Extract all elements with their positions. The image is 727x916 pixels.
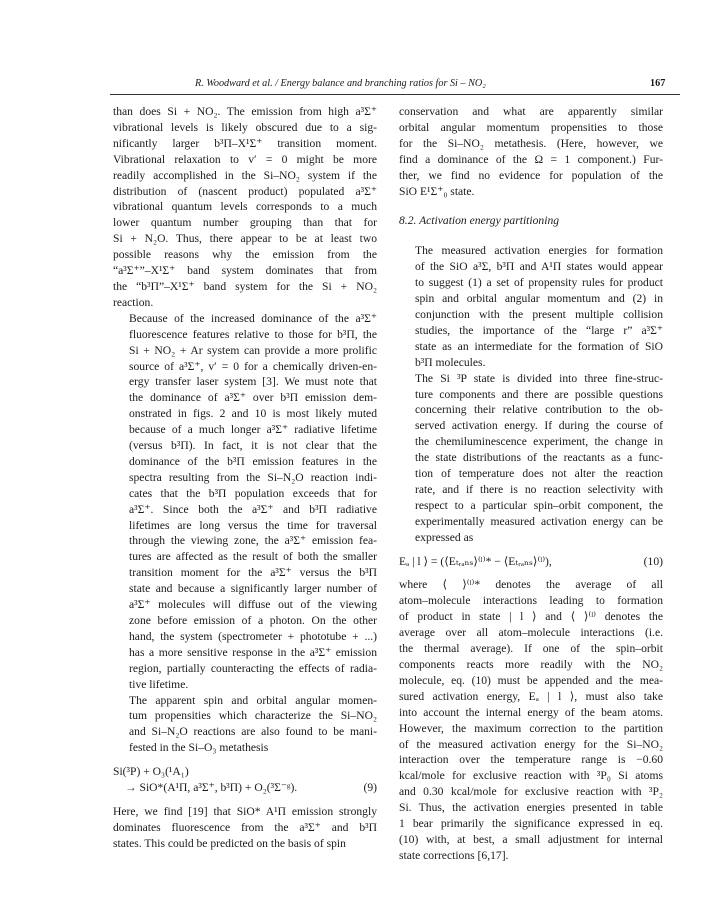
text-line: of the measured activation energy for the Si–NO₂	[399, 737, 663, 751]
text-line: the thermal average). If one of the spin–orbit	[399, 642, 663, 656]
text-line: Si + N₂O. Thus, there appear to be at least two	[113, 232, 377, 246]
text-line: ther, we find no evidence for population of the	[399, 168, 663, 182]
text-line: spectra resulting from the Si–N₂O reaction indi-	[129, 470, 377, 484]
text-line: hand, the system (spectrometer + phototube + ...)	[129, 629, 377, 643]
text-line: conservation and what are apparently similar	[399, 105, 663, 118]
running-head-text: R. Woodward et al. / Energy balance and branching ratios for Si – NO₂	[195, 78, 486, 89]
text-line: of product in state | l ⟩ and ⟨ ⟩⁽ˡ⁾ denotes the	[399, 610, 663, 624]
text-line: and 0.30 kcal/mole for exclusive reaction with ³P₂	[399, 785, 663, 799]
text-line: the state distributions of the reactants as a func-	[415, 451, 663, 465]
text-line: of the SiO a³Σ, b³Π and A¹Π states would appear	[415, 260, 663, 274]
text-line: Here, we find [19] that SiO* A¹Π emission strongly	[113, 804, 377, 818]
text-line: expressed as	[415, 530, 474, 544]
text-line: sured activation energy, Eₐ | l ⟩, must also take	[399, 689, 663, 703]
text-line: transition moment for the a³Σ⁺ versus the b³Π	[129, 566, 377, 580]
section-heading: 8.2. Activation energy partitioning	[399, 214, 560, 228]
text-line: find a dominance of the Ω = 1 component.) Fur-	[399, 152, 663, 166]
text-line: studies, the importance of the “large r” a³Σ⁺	[415, 323, 663, 337]
text-line: state as an intermediate for the formation of SiO	[415, 339, 663, 353]
text-line: has a more sensitive response in the a³Σ⁺ emission	[129, 645, 377, 659]
text-line: respect to a particular spin–orbit component, the	[415, 498, 663, 512]
text-line: a³Σ⁺ molecules will diffuse out of the viewing	[129, 598, 377, 612]
text-line: to suggest (1) a set of propensity rules for product	[415, 276, 663, 290]
equation-9-line-2: → SiO*(A¹Π, a³Σ⁺, b³Π) + O₂(³Σ⁻ᵍ).	[125, 781, 298, 795]
text-line: Because of the increased dominance of the a³Σ⁺	[129, 311, 377, 325]
text-line: state corrections [6,17].	[399, 848, 509, 862]
right-paragraph-2	[399, 243, 663, 370]
text-line: ergy transfer laser system [3]. We must note that	[129, 375, 377, 389]
right-paragraph-1	[399, 104, 663, 199]
text-line: “a³Σ⁺”–X¹Σ⁺ band system dominates that from	[113, 264, 377, 278]
text-line: molecule, eq. (10) must be appended and the mea-	[399, 673, 663, 687]
text-line: components reacts more readily with the NO₂	[399, 658, 663, 671]
text-line: served activation energy. If during the course of	[415, 419, 663, 433]
equation-10-body: Eₐ | l ⟩ = (⟨Eₜᵣₐₙₛ⟩⁽ˡ⁾* − ⟨Eₜᵣₐₙₛ⟩⁽ˡ⁾),	[399, 554, 552, 568]
left-paragraph-1	[113, 104, 377, 311]
header-rule	[110, 94, 680, 95]
text-line: conjunction with the present multiple collision	[415, 307, 663, 321]
running-head	[0, 78, 727, 94]
equation-9-reactants	[113, 764, 377, 780]
text-line: b³Π molecules.	[415, 355, 486, 369]
equation-10	[399, 554, 663, 570]
left-paragraph-4	[113, 804, 377, 852]
text-line: nificantly larger b³Π–X¹Σ⁺ transition moment.	[113, 136, 377, 150]
text-line: lower quantum number grouping than that for	[113, 216, 377, 230]
text-line: through the viewing zone, the a³Σ⁺ emission fea-	[129, 534, 377, 548]
text-line: source of a³Σ⁺, v′ = 0 for a chemically driven-en-	[129, 359, 377, 373]
right-paragraph-4	[399, 577, 663, 863]
text-line: atom–molecule interactions leading to formation	[399, 594, 663, 608]
text-line: rate, and if there is no reaction selectivity with	[415, 482, 663, 496]
equation-9-number: (9)	[363, 781, 377, 795]
text-line: SiO E¹Σ⁺₀ state.	[399, 184, 475, 198]
equation-9-line-1: Si(³P) + O₃(¹A₁)	[113, 765, 189, 779]
text-line: possible reasons why the emission from the	[113, 248, 377, 262]
text-line: a³Σ⁺. Since both the a³Σ⁺ and b³Π radiative	[129, 502, 377, 516]
left-paragraph-2	[113, 311, 377, 693]
text-line: lifetimes are long versus the time for traversal	[129, 518, 377, 532]
text-line: into account the internal energy of the beam atoms.	[399, 705, 663, 719]
right-column	[399, 104, 663, 864]
text-line: dominance of the b³Π emission features in the	[129, 454, 377, 468]
text-line: spin and orbital angular momentum and (2) in	[415, 292, 663, 306]
text-line: Si. Thus, the activation energies presented in table	[399, 801, 663, 815]
text-line: However, the maximum correction to the partition	[399, 721, 663, 735]
equation-10-number: (10)	[643, 554, 663, 568]
left-column	[113, 104, 377, 852]
text-line: (10) with, at best, a small adjustment for internal	[399, 832, 663, 846]
text-line: and Si–N₂O reactions are also found to be mani-	[129, 725, 377, 739]
text-line: region, partially counteracting the effects of radia-	[129, 661, 377, 675]
text-line: onstrated in figs. 2 and 10 is most likely muted	[129, 407, 377, 421]
text-line: concerning their relative contribution to the ob-	[415, 403, 663, 417]
text-line: the dominance of a³Σ⁺ over b³Π emission dem-	[129, 391, 377, 405]
text-line: than does Si + NO₂. The emission from high a³Σ⁺	[113, 105, 377, 118]
text-line: because of a much longer a³Σ⁺ radiative lifetime	[129, 423, 377, 437]
equation-9-products	[113, 780, 377, 796]
text-line: tion of temperature does not alter the reaction	[415, 467, 663, 481]
text-line: zone before emission of a photon. On the other	[129, 614, 377, 627]
text-line: fluorescence features relative to those for b³Π, the	[129, 327, 377, 341]
text-line: interaction over the temperature range is −0.60	[399, 753, 663, 767]
text-line: tive lifetime.	[129, 677, 189, 691]
text-line: The Si ³P state is divided into three fine-struc-	[415, 371, 663, 385]
text-line: vibrational quantum levels corresponds to a much	[113, 200, 377, 214]
text-line: Si + NO₂ + Ar system can provide a more prolific	[129, 343, 377, 357]
text-line: Vibrational relaxation to v′ = 0 might be more	[113, 152, 377, 166]
text-line: experimentally measured activation energy can be	[415, 514, 663, 528]
text-line: cates that the b³Π population exceeds that for	[129, 486, 377, 500]
text-line: The measured activation energies for formation	[415, 244, 663, 258]
right-paragraph-3	[399, 371, 663, 546]
text-line: state and because a significantly larger number of	[129, 582, 377, 596]
text-line: ture components and there are possible questions	[415, 387, 663, 401]
text-line: distribution of (nascent product) populated a³Σ⁺	[113, 184, 377, 198]
text-line: orbital angular momentum propensities to those	[399, 120, 663, 134]
text-line: the chemiluminescence experiment, the change in	[415, 435, 663, 449]
text-line: tures are affected as the result of both the smaller	[129, 550, 377, 564]
text-line: states. This could be predicted on the basis of spin	[113, 836, 346, 850]
text-line: The apparent spin and orbital angular momen-	[129, 693, 377, 707]
text-line: average over all atom–molecule interactions (i.e.	[399, 626, 663, 640]
text-line: 1 bear primarily the significance expressed in eq.	[399, 817, 663, 831]
page-number: 167	[650, 78, 666, 89]
text-line: (versus b³Π). In fact, it is not clear that the	[129, 439, 377, 453]
text-line: kcal/mole for exclusive reaction with ³P₀ Si atoms	[399, 769, 663, 783]
text-line: vibrational levels is likely obscured due to a sig-	[113, 120, 377, 134]
text-line: for the Si–NO₂ metathesis. (Here, however, we	[399, 136, 663, 150]
text-line: where ⟨ ⟩⁽ˡ⁾* denotes the average of all	[399, 578, 663, 592]
text-line: fested in the Si–O₃ metathesis	[129, 741, 269, 755]
left-paragraph-3	[113, 693, 377, 757]
text-line: tum propensities which characterize the Si–NO₂	[129, 709, 377, 723]
text-line: readily accomplished in the Si–NO₂ system if the	[113, 168, 377, 182]
text-line: reaction.	[113, 295, 154, 309]
text-line: dominates fluorescence from the a³Σ⁺ and b³Π	[113, 820, 377, 834]
text-line: the “b³Π”–X¹Σ⁺ band system for the Si + NO₂	[113, 279, 377, 293]
